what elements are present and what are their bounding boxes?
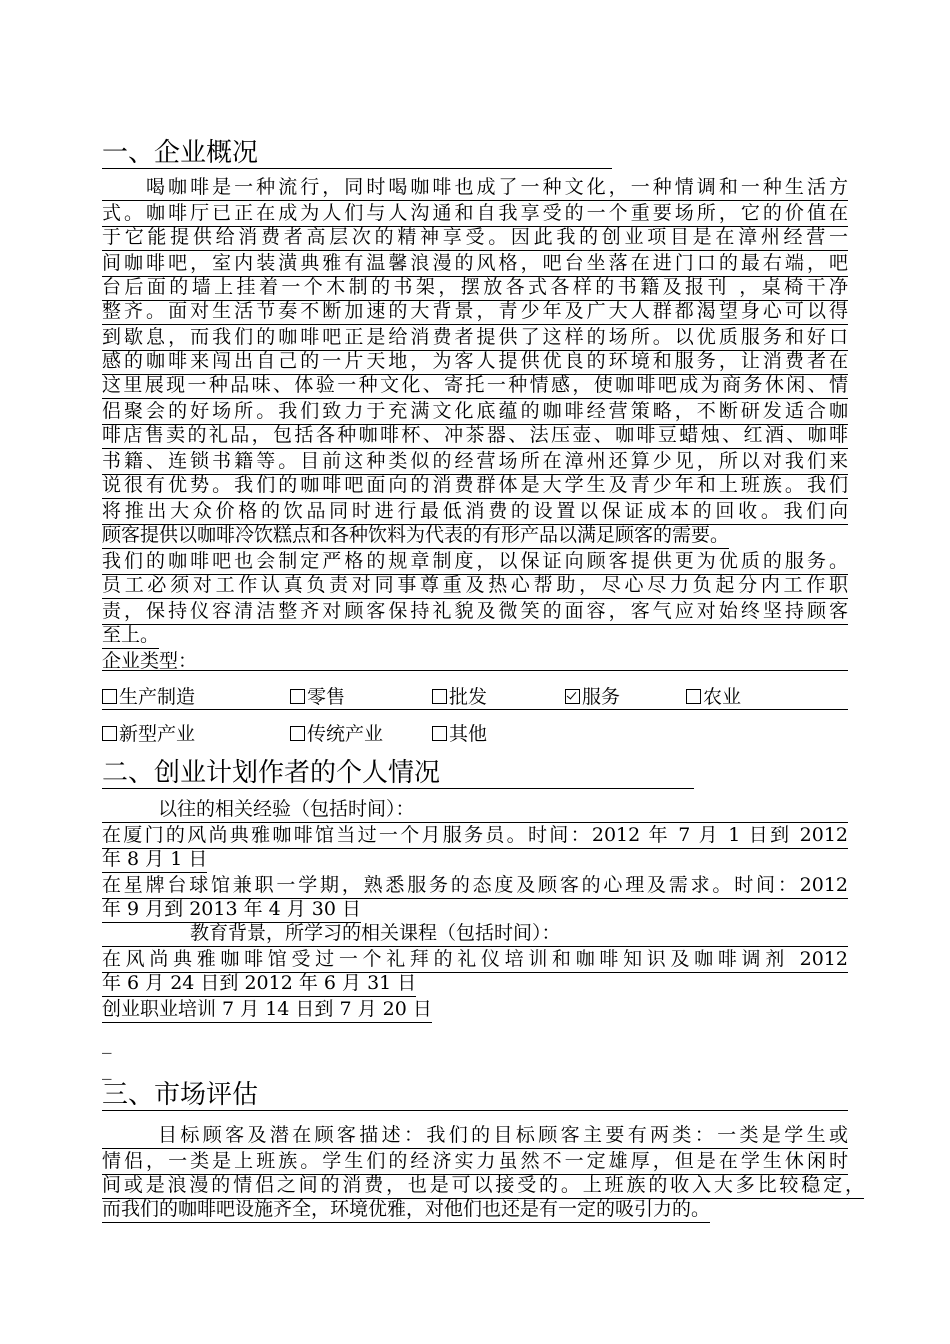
option-label: 新型产业 [119,723,196,745]
enterprise-type-option[interactable] [432,721,487,747]
option-label: 批发 [449,686,488,708]
experience-label: 以往的相关经验（包括时间）： [102,796,848,823]
unchecked-checkbox[interactable] [102,689,117,704]
option-label: 传统产业 [307,723,384,745]
section-heading-overview: 一、企业概况 [102,138,612,169]
paragraph-line: 台后面的墙上挂着一个木制的书架，摆放各式各样的书籍及报刊 ，桌椅干净 [102,274,848,301]
paragraph-line: 到歇息，而我们的咖啡吧正是给消费者提供了这样的场所。以优质服务和好口 [102,324,848,351]
section-heading-market: 三、市场评估 [102,1080,848,1111]
experience-line: 在厦门的风尚典雅咖啡馆当过一个月服务员。时间：2012 年 7 月 1 日到 2012 [102,822,848,849]
market-line: 间或是浪漫的情侣之间的消费，也是可以接受的。上班族的收入大多比较稳定， [102,1172,864,1199]
education-line: 年 6 月 24 日到 2012 年 6 月 31 日 [102,970,416,997]
unchecked-checkbox[interactable] [432,689,447,704]
unchecked-checkbox[interactable] [432,726,447,741]
unchecked-checkbox[interactable] [686,689,701,704]
enterprise-type-option[interactable] [290,684,345,710]
enterprise-type-option[interactable] [565,684,620,710]
paragraph-line: 感的咖啡来闯出自己的一片天地，为客人提供优良的环境和服务，让消费者在 [102,348,848,375]
option-label: 农业 [703,686,742,708]
unchecked-checkbox[interactable] [290,726,305,741]
paragraph-line: 整齐。面对生活节奏不断加速的大背景，青少年及广大人群都渴望身心可以得 [102,298,848,325]
paragraph-line: 侣聚会的好场所。我们致力于充满文化底蕴的咖啡经营策略，不断研发适合咖 [102,398,848,425]
education-line: 创业职业培训 7 月 14 日到 7 月 20 日 [102,996,432,1023]
blank-mark: _ [102,1058,112,1080]
paragraph-line: 这里展现一种品味、体验一种文化、寄托一种情感，使咖啡吧成为商务休闲、情 [102,372,848,399]
paragraph-line: 书籍、连锁书籍等。目前这种类似的经营场所在漳州还算少见，所以对我们来 [102,448,848,475]
unchecked-checkbox[interactable] [102,726,117,741]
education-line: 在风尚典雅咖啡馆受过一个礼拜的礼仪培训和咖啡知识及咖啡调剂 2012 [102,946,848,973]
section-heading-author-info: 二、创业计划作者的个人情况 [102,758,694,789]
paragraph-line: 说很有优势。我们的咖啡吧面向的消费群体是大学生及青少年和上班族。我们 [102,472,848,499]
checked-checkbox[interactable] [565,689,580,704]
enterprise-type-option[interactable] [102,721,195,747]
experience-line: 在星牌台球馆兼职一学期，熟悉服务的态度及顾客的心理及需求。时间：2012 [102,872,848,899]
paragraph-line: 喝咖啡是一种流行，同时喝咖啡也成了一种文化，一种情调和一种生活方 [102,174,848,201]
enterprise-type-label: 企业类型： [102,650,198,672]
market-line: 情侣，一类是上班族。学生们的经济实力虽然不一定雄厚，但是在学生休闲时 [102,1148,848,1175]
enterprise-type-option[interactable] [290,721,383,747]
experience-line: 年 9 月到 2013 年 4 月 30 日 [102,896,361,923]
enterprise-type-option[interactable] [686,684,741,710]
paragraph-line: 至上。 [102,622,159,649]
option-label: 零售 [307,686,346,708]
enterprise-type-option[interactable] [102,684,195,710]
divider [102,709,848,710]
paragraph-line: 间咖啡吧，室内装潢典雅有温馨浪漫的风格，吧台坐落在进门口的最右端，吧 [102,250,848,277]
paragraph-line: 我们的咖啡吧也会制定严格的规章制度，以保证向顾客提供更为优质的服务。 [102,548,848,575]
paragraph-line: 将推出大众价格的饮品同时进行最低消费的设置以保证成本的回收。我们向 [102,498,848,525]
option-label: 其他 [449,723,488,745]
option-label: 生产制造 [119,686,196,708]
unchecked-checkbox[interactable] [290,689,305,704]
education-label: 教育背景，所学习的相关课程（包括时间）： [102,920,848,947]
enterprise-type-option[interactable] [432,684,487,710]
blank-mark: _ [102,1032,112,1054]
paragraph-line: 啡店售卖的礼品，包括各种咖啡杯、冲茶器、法压壶、咖啡豆蜡烛、红酒、咖啡 [102,422,848,449]
paragraph-line: 于它能提供给消费者高层次的精神享受。因此我的创业项目是在漳州经营一 [102,224,848,251]
paragraph-line: 员工必须对工作认真负责对同事尊重及热心帮助，尽心尽力负起分内工作职 [102,572,848,599]
paragraph-line: 顾客提供以咖啡冷饮糕点和各种饮料为代表的有形产品以满足顾客的需要。 [102,522,729,549]
paragraph-line: 责，保持仪容清洁整齐对顾客保持礼貌及微笑的面容，客气应对始终坚持顾客 [102,598,848,625]
market-line: 目标顾客及潜在顾客描述：我们的目标顾客主要有两类：一类是学生或 [102,1122,848,1149]
experience-line: 年 8 月 1 日 [102,846,207,873]
option-label: 服务 [582,686,621,708]
divider [102,670,848,671]
market-line: 而我们的咖啡吧设施齐全，环境优雅，对他们也还是有一定的吸引力的。 [102,1196,710,1223]
paragraph-line: 式。咖啡厅已正在成为人们与人沟通和自我享受的一个重要场所，它的价值在 [102,200,848,227]
